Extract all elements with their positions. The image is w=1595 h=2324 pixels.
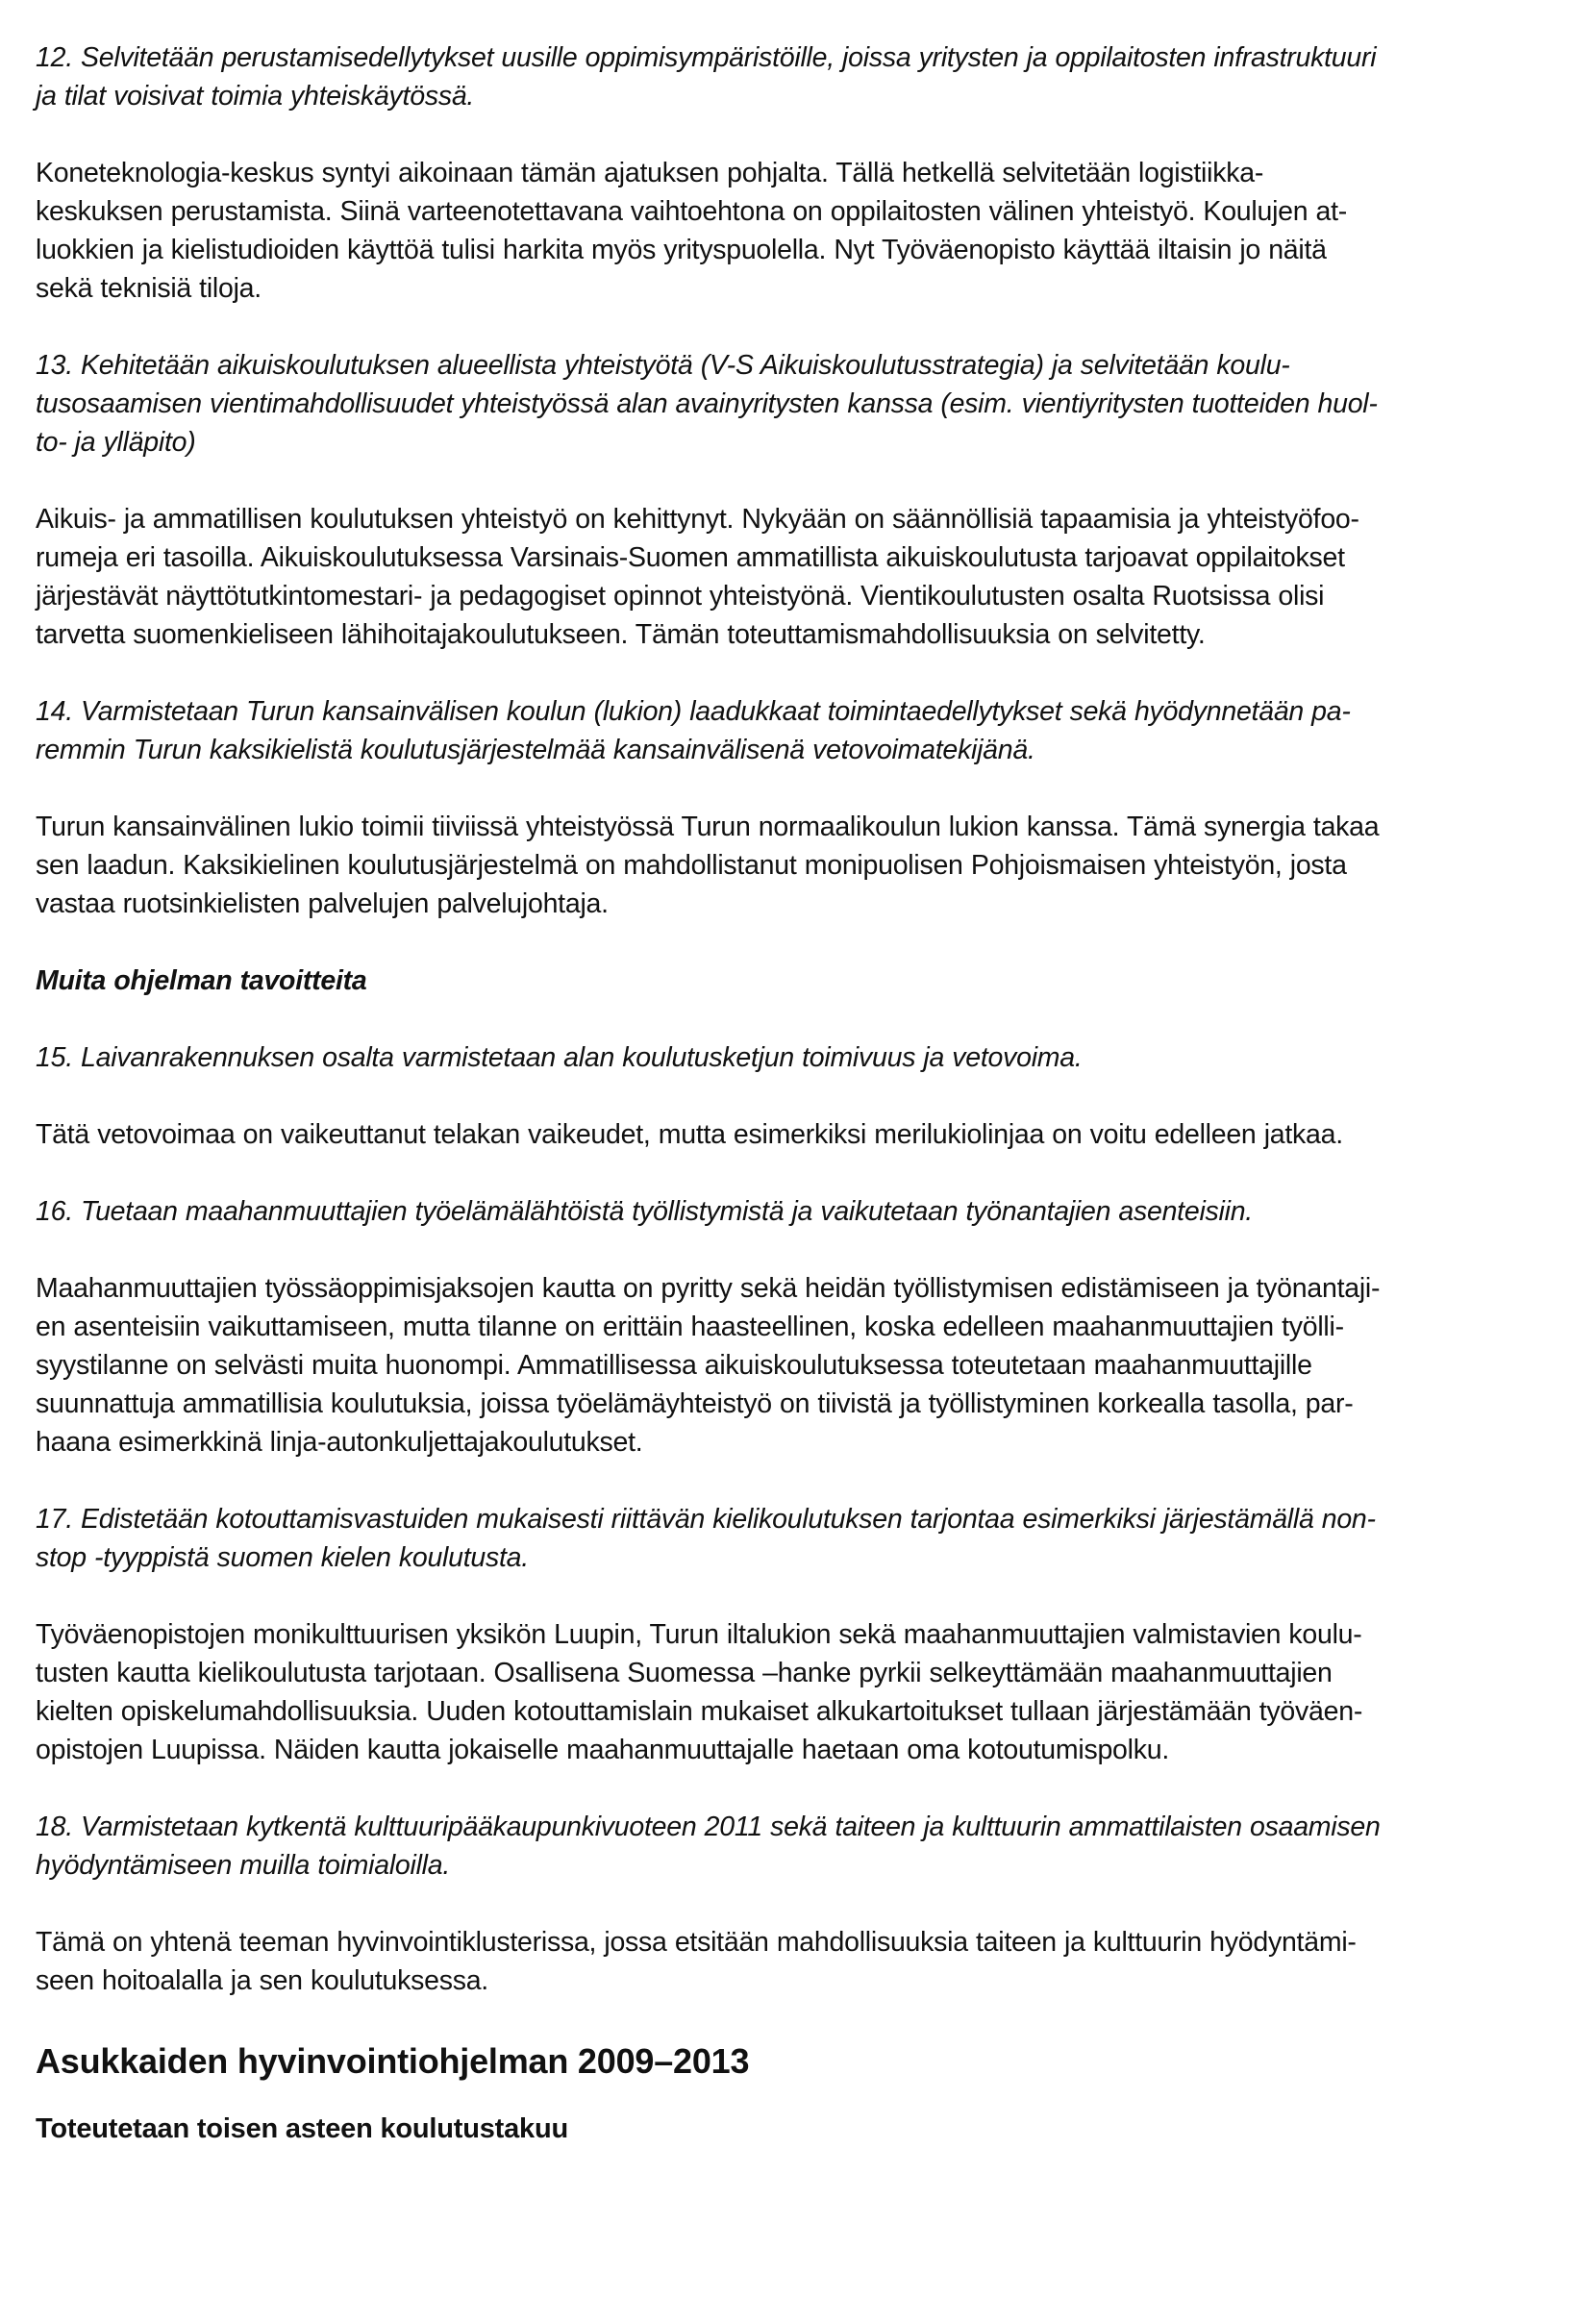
text-line: 17. Edistetään kotouttamisvastuiden mukaisesti riittävän kielikoulutuksen tarjontaa esimerkiksi järjestämällä non-: [36, 1504, 1376, 1535]
text-line: 18. Varmistetaan kytkentä kulttuuripääkaupunkivuoteen 2011 sekä taiteen ja kulttuurin ammattilaisten osaamisen: [36, 1812, 1381, 1842]
text-line: Aikuis- ja ammatillisen koulutuksen yhteistyö on kehittynyt. Nykyään on säännöllisiä tapaamisia ja yhteistyöfoo-: [36, 504, 1359, 535]
goal-18: [36, 1808, 1564, 1885]
goal-14: [36, 692, 1564, 769]
text-line: en asenteisiin vaikuttamiseen, mutta tilanne on erittäin haasteellinen, koska edelleen maahanmuuttajien työlli-: [36, 1312, 1344, 1342]
text-line: tusten kautta kielikoulutusta tarjotaan. Osallisena Suomessa –hanke pyrkii selkeyttämään maahanmuuttajien: [36, 1658, 1333, 1688]
text-line: sekä teknisiä tiloja.: [36, 273, 262, 304]
paragraph-goal-18: [36, 1923, 1564, 2000]
text-line: Tätä vetovoimaa on vaikeuttanut telakan vaikeudet, mutta esimerkiksi merilukiolinjaa on voitu edelleen jatkaa.: [36, 1119, 1343, 1150]
subheading-other-goals: [36, 962, 1564, 1000]
text-line: suunnattuja ammatillisia koulutuksia, joissa työelämäyhteistyö on tiivistä ja työllistyminen korkealla tasolla, par-: [36, 1388, 1354, 1419]
text-line: remmin Turun kaksikielistä koulutusjärjestelmää kansainvälisenä vetovoimatekijänä.: [36, 735, 1035, 765]
text-line: rumeja eri tasoilla. Aikuiskoulutuksessa Varsinais-Suomen ammatillista aikuiskoulutusta tarjoavat oppilaitokset: [36, 542, 1345, 573]
goal-13: [36, 346, 1564, 462]
paragraph-goal-12: [36, 154, 1564, 308]
text-line: Muita ohjelman tavoitteita: [36, 965, 367, 996]
text-line: 14. Varmistetaan Turun kansainvälisen koulun (lukion) laadukkaat toimintaedellytykset sekä hyödynnetään pa-: [36, 696, 1351, 727]
text-line: syystilanne on selvästi muita huonompi. Ammatillisessa aikuiskoulutuksessa toteutetaan maahanmuuttajille: [36, 1350, 1312, 1381]
text-line: tusosaamisen vientimahdollisuudet yhteistyössä alan avainyritysten kanssa (esim. vientiyritysten tuotteiden huol-: [36, 388, 1378, 419]
text-line: 15. Laivanrakennuksen osalta varmistetaan alan koulutusketjun toimivuus ja vetovoima.: [36, 1042, 1083, 1073]
text-line: opistojen Luupissa. Näiden kautta jokaiselle maahanmuuttajalle haetaan oma kotoutumispolku.: [36, 1735, 1170, 1765]
text-line: Turun kansainvälinen lukio toimii tiiviissä yhteistyössä Turun normaalikoulun lukion kanssa. Tämä synergia takaa: [36, 812, 1380, 842]
text-line: hyödyntämiseen muilla toimialoilla.: [36, 1850, 451, 1881]
text-line: Työväenopistojen monikulttuurisen yksikön Luupin, Turun iltalukion sekä maahanmuuttajien valmistavien koulu-: [36, 1619, 1362, 1650]
goal-16: [36, 1192, 1564, 1231]
text-line: Koneteknologia-keskus syntyi aikoinaan tämän ajatuksen pohjalta. Tällä hetkellä selvitetään logistiikka-: [36, 158, 1264, 188]
section-heading: Asukkaiden hyvinvointiohjelman 2009–2013: [36, 2041, 750, 2081]
text-line: ja tilat voisivat toimia yhteiskäytössä.: [36, 81, 475, 112]
text-line: vastaa ruotsinkielisten palvelujen palvelujohtaja.: [36, 888, 609, 919]
document-page: [36, 38, 1564, 2148]
text-line: 13. Kehitetään aikuiskoulutuksen alueellista yhteistyötä (V-S Aikuiskoulutusstrategia) ja selvitetään koulu-: [36, 350, 1290, 381]
text-line: to- ja ylläpito): [36, 427, 196, 458]
text-line: tarvetta suomenkieliseen lähihoitajakoulutukseen. Tämän toteuttamismahdollisuuksia on selvitetty.: [36, 619, 1206, 650]
text-line: kielten opiskelumahdollisuuksia. Uuden kotouttamislain mukaiset alkukartoitukset tullaan järjestämään työväen-: [36, 1696, 1363, 1727]
text-line: järjestävät näyttötutkintomestari- ja pedagogiset opinnot yhteistyönä. Vientikoulutusten osalta Ruotsissa olisi: [36, 581, 1325, 612]
text-line: Tämä on yhtenä teeman hyvinvointiklusterissa, jossa etsitään mahdollisuuksia taiteen ja kulttuurin hyödyntämi-: [36, 1927, 1357, 1958]
paragraph-goal-13: [36, 500, 1564, 654]
text-line: 12. Selvitetään perustamisedellytykset uusille oppimisympäristöille, joissa yritysten ja oppilaitosten infrastruktuuri: [36, 42, 1377, 73]
paragraph-goal-17: [36, 1615, 1564, 1769]
paragraph-goal-16: [36, 1269, 1564, 1462]
text-line: sen laadun. Kaksikielinen koulutusjärjestelmä on mahdollistanut monipuolisen Pohjoismaisen yhteistyön, josta: [36, 850, 1347, 881]
text-line: keskuksen perustamista. Siinä varteenotettavana vaihtoehtona on oppilaitosten välinen yhteistyö. Koulujen at-: [36, 196, 1348, 227]
goal-17: [36, 1500, 1564, 1577]
goal-15: [36, 1038, 1564, 1077]
text-line: haana esimerkkinä linja-autonkuljettajakoulutukset.: [36, 1427, 643, 1458]
paragraph-goal-15: [36, 1115, 1564, 1154]
paragraph-goal-14: [36, 808, 1564, 923]
text-line: luokkien ja kielistudioiden käyttöä tulisi harkita myös yrityspuolella. Nyt Työväenopisto käyttää iltaisin jo näitä: [36, 235, 1327, 265]
text-line: Maahanmuuttajien työssäoppimisjaksojen kautta on pyritty sekä heidän työllistymisen edistämiseen ja työnantaji-: [36, 1273, 1381, 1304]
sub-section-heading: Toteutetaan toisen asteen koulutustakuu: [36, 2113, 569, 2144]
goal-12: [36, 38, 1564, 115]
text-line: 16. Tuetaan maahanmuuttajien työelämälähtöistä työllistymistä ja vaikutetaan työnantajien asenteisiin.: [36, 1196, 1253, 1227]
text-line: seen hoitoalalla ja sen koulutuksessa.: [36, 1965, 488, 1996]
text-line: stop -tyyppistä suomen kielen koulutusta.: [36, 1542, 529, 1573]
